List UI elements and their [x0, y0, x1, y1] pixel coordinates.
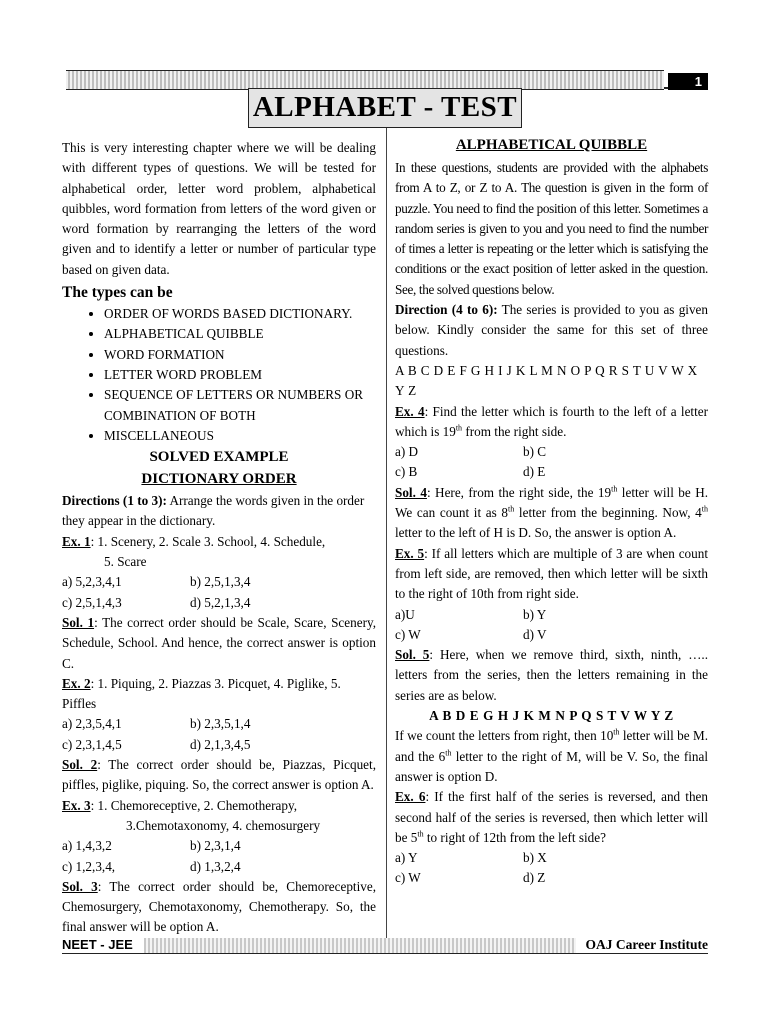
superscript: th: [508, 504, 515, 514]
ex6-options-row: [395, 868, 708, 888]
option: d) V: [523, 626, 547, 642]
solution-3: [62, 877, 376, 938]
superscript: th: [701, 504, 708, 514]
sol4-text: letter from the beginning. Now, 4: [514, 505, 702, 521]
option: c) W: [395, 626, 421, 642]
ex1-options-row: [62, 572, 376, 592]
ex5-options-row: [395, 605, 708, 625]
option: b) Y: [523, 606, 547, 622]
ex4-options-row: [395, 462, 708, 482]
list-item: • ALPHABETICAL QUIBBLE: [104, 324, 376, 344]
ex5-text: : If all letters which are multiple of 3 are when count from left side, are removed, then which letter will be sixth to the right of 10th from right side.: [395, 545, 709, 602]
ex5-options-row: [395, 625, 708, 645]
ex6-options-row: [395, 848, 708, 868]
count-text: If we count the letters from right, then 10: [395, 728, 614, 744]
ex2-label: Ex. 2: [62, 675, 91, 691]
solution-1: [62, 613, 376, 674]
option: a) 1,4,3,2: [62, 838, 112, 854]
sol1-label: Sol. 1: [62, 614, 95, 630]
list-item: • LETTER WORD PROBLEM: [104, 365, 376, 385]
list-item: • ORDER OF WORDS BASED DICTIONARY.: [104, 304, 376, 324]
option: c) W: [395, 870, 421, 886]
ex4-text-end: from the right side.: [462, 423, 567, 439]
ex4-label: Ex. 4: [395, 403, 425, 419]
sol5-label: Sol. 5: [395, 647, 430, 663]
count-text: letter to the right of M, will be V. So, the final answer is option D.: [395, 748, 708, 784]
solution-4: [395, 483, 708, 544]
ex1-options-row: [62, 593, 376, 613]
example-5: [395, 544, 708, 605]
right-column: [395, 134, 708, 889]
superscript: th: [445, 748, 452, 758]
remaining-series: A B D E G H J K M N P Q S T V W Y Z: [429, 708, 674, 724]
option: c) 2,3,1,4,5: [62, 736, 122, 752]
list-item: • SEQUENCE OF LETTERS OR NUMBERS OR COMBINATION OF BOTH: [104, 385, 376, 426]
direction-label: Direction (4 to 6):: [395, 302, 498, 318]
footer-rule: [62, 953, 708, 954]
superscript: th: [613, 727, 620, 737]
sol2-label: Sol. 2: [62, 757, 98, 773]
option: d) Z: [523, 870, 546, 886]
ex4-text: : Find the letter which is fourth to the left of a letter which is 19: [395, 403, 708, 439]
list-item: • WORD FORMATION: [104, 345, 376, 365]
direction-paragraph: [395, 300, 708, 361]
option: d) E: [523, 464, 546, 480]
list-item: • MISCELLANEOUS: [104, 426, 376, 446]
ex2-options-row: [62, 714, 376, 734]
superscript: th: [611, 484, 618, 494]
column-divider: [386, 128, 387, 954]
count-text: letter will be M. and the 6: [395, 728, 708, 764]
superscript: th: [455, 423, 463, 433]
option: a) D: [395, 444, 419, 460]
header-bar: [66, 70, 664, 90]
ex3-label: Ex. 3: [62, 797, 91, 813]
sol4-text: letter to the left of H is D. So, the answer is option A.: [395, 525, 677, 541]
solution-2: [62, 755, 376, 796]
count-explanation: [395, 726, 708, 787]
ex2-options-row: [62, 735, 376, 755]
types-heading: The types can be: [62, 284, 173, 302]
example-6: [395, 787, 708, 848]
example-3: [62, 796, 376, 816]
option: a) Y: [395, 850, 418, 866]
sol4-text: : Here, from the right side, the 19: [426, 484, 612, 500]
ex6-text: : If the first half of the series is reversed, and then second half of the series is reversed, then which letter will be 5: [395, 789, 708, 845]
alphabetical-quibble-heading: ALPHABETICAL QUIBBLE: [455, 137, 648, 153]
ex1-continuation: 5. Scare: [104, 554, 147, 570]
alphabet-series: A B C D E F G H I J K L M N O P Q R S T U V W X Y Z: [395, 362, 698, 399]
example-2: [62, 674, 376, 715]
footer-left-label: NEET - JEE: [62, 937, 144, 953]
example-1: [62, 532, 376, 552]
directions-text: Arrange the words given in the order they appear in the dictionary.: [62, 493, 365, 529]
direction-text: The series is provided to you as given below. Kindly consider the same for this set of three questions.: [395, 302, 708, 358]
ex5-label: Ex. 5: [395, 545, 425, 561]
ex3-continuation: 3.Chemotaxonomy, 4. chemosurgery: [126, 817, 321, 833]
types-list: [62, 304, 376, 446]
ex3-text: : 1. Chemoreceptive, 2. Chemotherapy,: [90, 797, 297, 813]
option: b) C: [523, 444, 547, 460]
solved-example-heading: SOLVED EXAMPLE: [149, 449, 289, 466]
ex4-options-row: [395, 442, 708, 462]
page-title: ALPHABET - TEST: [248, 88, 522, 128]
option: b) 2,3,5,1,4: [190, 716, 251, 732]
directions-paragraph: [62, 491, 376, 532]
ex3-options-row: [62, 857, 376, 877]
ex1-label: Ex. 1: [62, 533, 91, 549]
left-column: [62, 138, 376, 938]
quibble-intro: In these questions, students are provided with the alphabets from A to Z, or Z to A. The question is given in the form of puzzle. You need to find the position of this letter. Sometimes a random series is given to you and you need to find the number of times a letter is repeating or the letter which is satisfying the conditions or the exact position of letter asked in the question. See, the solved questions below.: [395, 160, 708, 297]
ex6-label: Ex. 6: [395, 789, 426, 805]
solution-5: [395, 645, 708, 706]
ex6-text-end: to right of 12th from the left side?: [423, 829, 606, 845]
option: b) 2,3,1,4: [190, 838, 241, 854]
option: d) 5,2,1,3,4: [190, 594, 251, 610]
option: c) 2,5,1,4,3: [62, 594, 122, 610]
option: a)U: [395, 606, 415, 622]
intro-paragraph: This is very interesting chapter where we will be dealing with different types of questions. We will be tested for alphabetical order, letter word problem, alphabetical quibbles, word formation from letters of the word given or word formation by rearranging the letters of the word given and to identify a letter or number of particular type based on given data.: [62, 140, 376, 277]
option: a) 5,2,3,4,1: [62, 574, 122, 590]
example-4: [395, 402, 708, 443]
sol3-text: : The correct order should be, Chemoreceptive, Chemosurgery, Chemotaxonomy, Chemotherapy. So, the final answer will be option A.: [62, 878, 376, 935]
option: b) X: [523, 850, 547, 866]
sol5-text: : Here, when we remove third, sixth, ninth, ….. letters from the series, then the letters remaining in the series are as below.: [395, 647, 709, 703]
option: d) 2,1,3,4,5: [190, 736, 251, 752]
sol4-text: letter will be H. We can count it as 8: [395, 484, 709, 521]
directions-label: Directions (1 to 3):: [62, 493, 167, 509]
option: c) 1,2,3,4,: [62, 858, 116, 874]
option: a) 2,3,5,4,1: [62, 716, 122, 732]
dictionary-order-heading: DICTIONARY ORDER: [141, 471, 297, 488]
footer-right-label: OAJ Career Institute: [576, 936, 708, 953]
ex3-options-row: [62, 836, 376, 856]
sol1-text: : The correct order should be Scale, Scare, Scenery, Schedule, School. And hence, the correct answer is option C.: [62, 614, 376, 671]
sol3-label: Sol. 3: [62, 878, 98, 894]
option: c) B: [395, 464, 418, 480]
sol2-text: : The correct order should be, Piazzas, Picquet, piffles, piglike, piquing. So, the correct answer is option A.: [62, 757, 377, 793]
ex2-text: : 1. Piquing, 2. Piazzas 3. Picquet, 4. Piglike, 5. Piffles: [62, 675, 341, 712]
option: b) 2,5,1,3,4: [190, 574, 251, 590]
page-number: 1: [668, 73, 708, 90]
sol4-label: Sol. 4: [395, 484, 427, 500]
superscript: th: [417, 829, 424, 839]
option: d) 1,3,2,4: [190, 858, 241, 874]
ex1-text: : 1. Scenery, 2. Scale 3. School, 4. Schedule,: [90, 533, 326, 549]
